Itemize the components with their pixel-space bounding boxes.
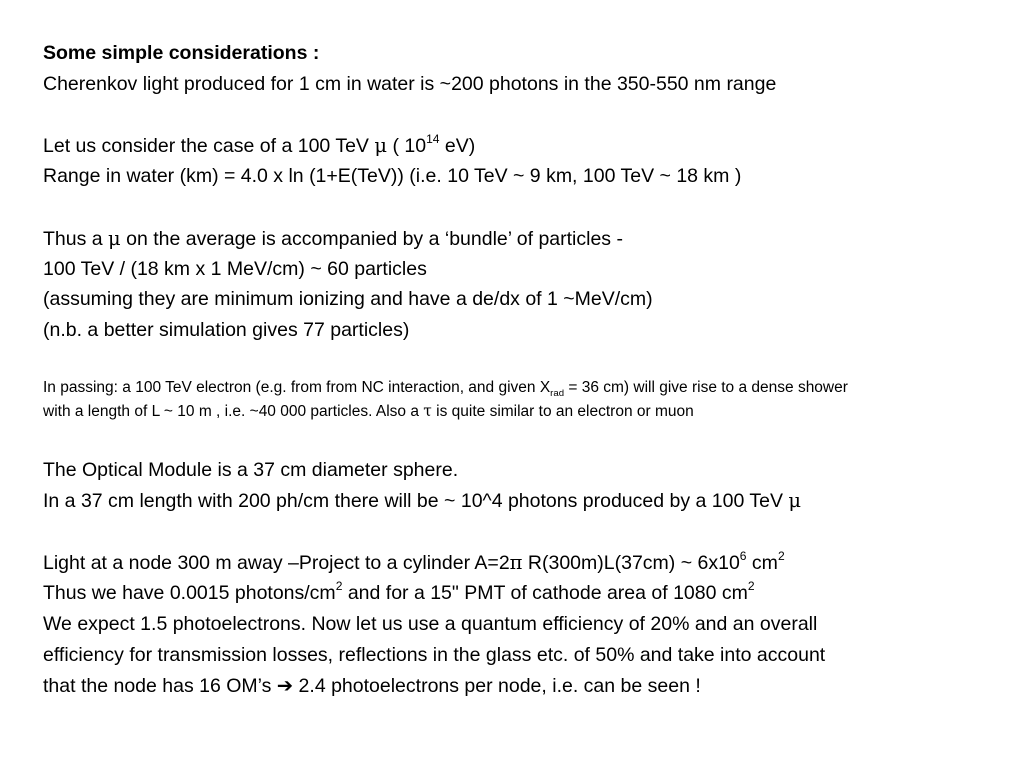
text: eV): [439, 135, 476, 157]
line-bundle: [43, 227, 623, 251]
line-cherenkov-light: Cherenkov light produced for 1 cm in water is ~200 photons in the 350-550 nm range: [43, 73, 777, 95]
line-photons-produced: [43, 489, 801, 513]
line-photon-density: [43, 581, 755, 605]
text: with a length of L ~ 10 m , i.e. ~40 000 particles. Also a: [43, 403, 424, 420]
text: Light at a node 300 m away –Project to a cylinder A=2: [43, 552, 510, 574]
text: ( 10: [387, 135, 427, 157]
right-arrow-icon: ➔: [276, 674, 294, 697]
text: In passing: a 100 TeV electron (e.g. from from NC interaction, and given X: [43, 379, 551, 396]
subscript: rad: [550, 388, 565, 400]
text: that the node has 16 OM’s: [43, 675, 277, 697]
line-optical-module: The Optical Module is a 37 cm diameter sphere.: [43, 459, 459, 481]
exponent: 2: [777, 549, 785, 564]
line-minimum-ionizing: (assuming they are minimum ionizing and have a de/dx of 1 ~MeV/cm): [43, 288, 653, 310]
text: Thus we have 0.0015 photons/cm: [43, 582, 336, 604]
text: and for a 15" PMT of cathode area of 1080 cm: [342, 582, 748, 604]
exponent: 14: [426, 132, 440, 147]
line-conclusion: [43, 674, 701, 698]
text: Let us consider the case of a 100 TeV: [43, 135, 375, 157]
exponent: 6: [739, 549, 747, 564]
line-efficiency: efficiency for transmission losses, reflections in the glass etc. of 50% and take into account: [43, 644, 826, 666]
line-60-particles: 100 TeV / (18 km x 1 MeV/cm) ~ 60 particles: [43, 258, 427, 280]
text: Thus a: [43, 228, 109, 250]
line-simulation-note: (n.b. a better simulation gives 77 particles): [43, 319, 410, 341]
line-shower-length: [43, 401, 694, 422]
mu-symbol: μ: [108, 227, 121, 250]
text: 2.4 photoelectrons per node, i.e. can be seen !: [293, 675, 701, 697]
line-range-in-water: Range in water (km) = 4.0 x ln (1+E(TeV)) (i.e. 10 TeV ~ 9 km, 100 TeV ~ 18 km ): [43, 165, 742, 187]
line-photoelectrons: We expect 1.5 photoelectrons. Now let us use a quantum efficiency of 20% and an overall: [43, 613, 818, 635]
text: is quite similar to an electron or muon: [431, 403, 694, 420]
line-cylinder-projection: [43, 551, 785, 575]
line-100tev-muon: [43, 134, 475, 158]
pi-symbol: π: [509, 551, 523, 574]
slide-title: Some simple considerations :: [43, 42, 320, 64]
text: = 36 cm) will give rise to a dense shower: [564, 379, 848, 396]
mu-symbol: μ: [788, 489, 802, 512]
mu-symbol: μ: [374, 134, 388, 157]
exponent: 2: [747, 579, 755, 594]
text: R(300m)L(37cm) ~ 6x10: [522, 552, 740, 574]
text: on the average is accompanied by a ‘bundle’ of particles -: [120, 228, 623, 250]
tau-symbol: τ: [423, 402, 432, 420]
text: cm: [746, 552, 778, 574]
line-in-passing: [43, 378, 848, 398]
exponent: 2: [335, 579, 343, 594]
text: In a 37 cm length with 200 ph/cm there will be ~ 10^4 photons produced by a 100 TeV: [43, 490, 789, 512]
